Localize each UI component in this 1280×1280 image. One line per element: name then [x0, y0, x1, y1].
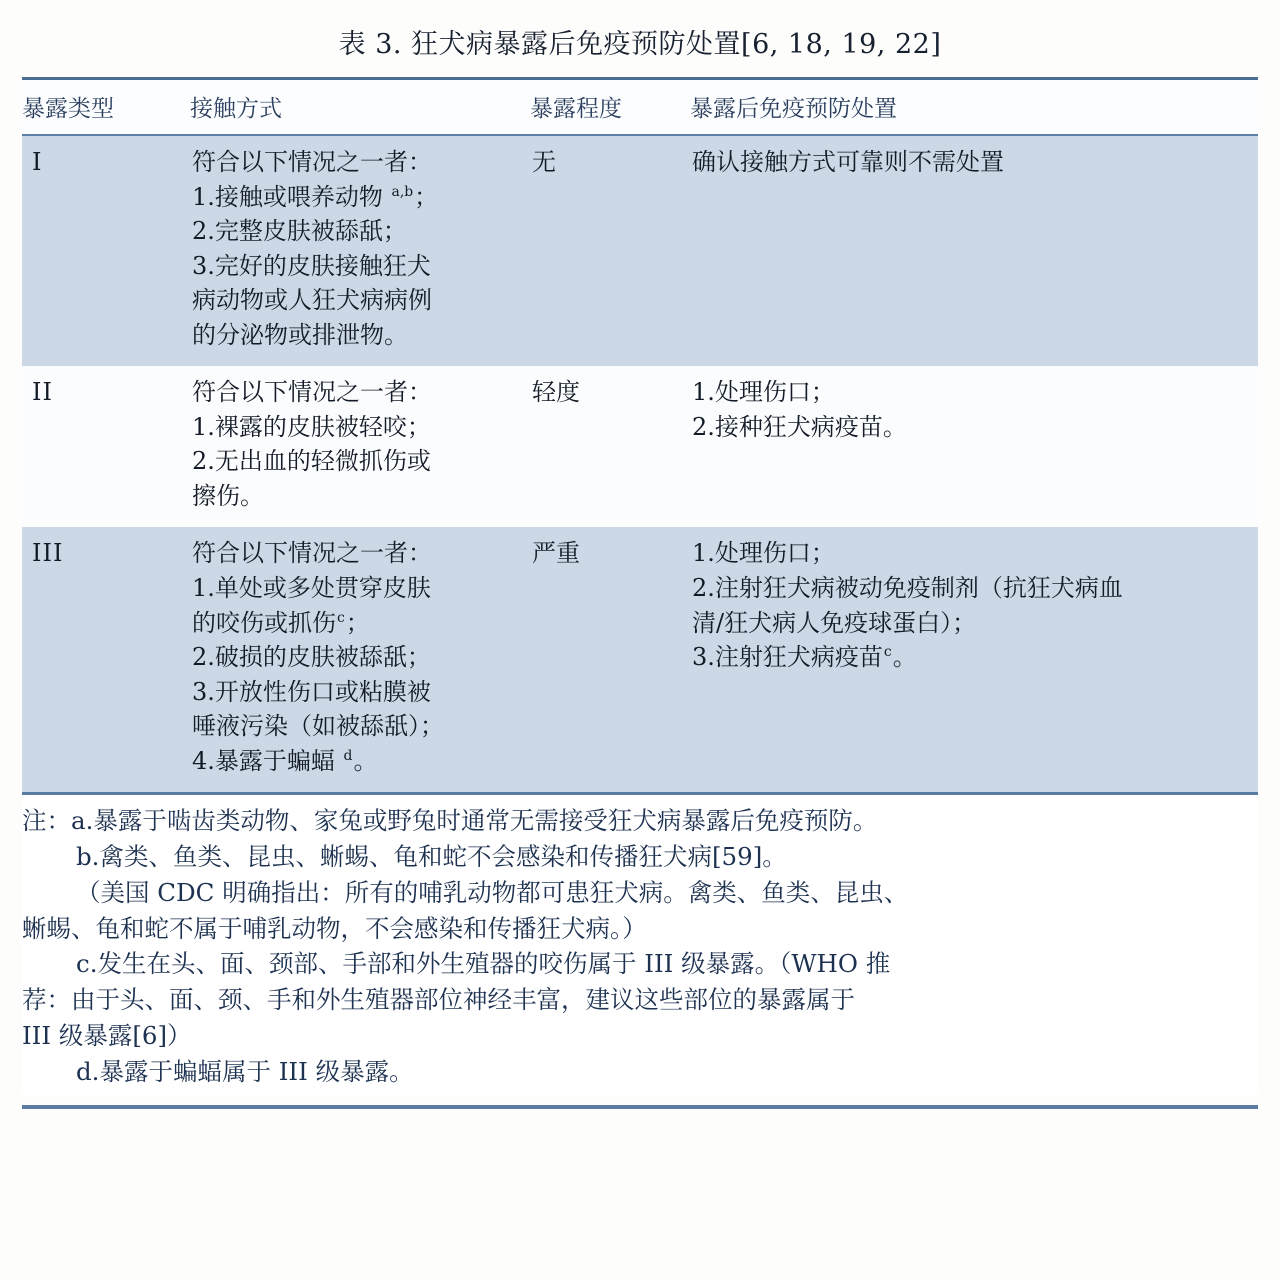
- mode-line: [192, 744, 522, 779]
- table-caption: 表 3. 狂犬病暴露后免疫预防处置[6, 18, 19, 22]: [338, 29, 942, 60]
- footnote-marker-c: c: [883, 644, 892, 661]
- mode-line: 1.单处或多处贯穿皮肤: [192, 574, 431, 603]
- mode-line: 病动物或人狂犬病病例: [192, 286, 432, 315]
- mode-line: [192, 606, 522, 641]
- cell-exposure-degree: 严重: [530, 527, 690, 792]
- header-contact-mode: 接触方式: [190, 80, 530, 135]
- mode-line-text: 的咬伤或抓伤: [192, 608, 336, 637]
- action-line: 1.处理伤口；: [692, 378, 835, 407]
- cell-contact-mode: [190, 366, 530, 527]
- footnote-a: 注：a.暴露于啮齿类动物、家兔或野兔时通常无需接受狂犬病暴露后免疫预防。: [22, 806, 878, 836]
- mode-line: 3.完好的皮肤接触狂犬: [192, 251, 431, 280]
- mode-line: 的分泌物或排泄物。: [192, 320, 408, 349]
- table-row: [22, 366, 1258, 527]
- header-exposure-degree: 暴露程度: [530, 80, 690, 135]
- mode-line: 符合以下情况之一者：: [192, 148, 432, 176]
- action-line: 清/狂犬病人免疫球蛋白）；: [692, 608, 977, 637]
- mode-line: 唾液污染（如被舔舐）；: [192, 712, 444, 741]
- rabies-exposure-table-container: [22, 77, 1258, 795]
- footnote-b-cont1: （美国 CDC 明确指出：所有的哺乳动物都可患狂犬病。禽类、鱼类、昆虫、: [76, 877, 909, 907]
- footnote-c-cont1: 荐：由于头、面、颈、手和外生殖器部位神经丰富，建议这些部位的暴露属于: [22, 985, 855, 1015]
- table-row: [22, 135, 1258, 366]
- cell-exposure-degree: 轻度: [530, 366, 690, 527]
- mode-line-tail: ；: [414, 182, 439, 211]
- action-line: 2.接种狂犬病疫苗。: [692, 412, 907, 441]
- action-line-text: 3.注射狂犬病疫苗: [692, 643, 883, 672]
- mode-line: 2.无出血的轻微抓伤或: [192, 447, 431, 476]
- header-post-exposure-action: 暴露后免疫预防处置: [690, 80, 1258, 135]
- cell-contact-mode: [190, 135, 530, 366]
- mode-line: 2.破损的皮肤被舔舐；: [192, 643, 431, 672]
- cell-exposure-degree: 无: [530, 135, 690, 366]
- mode-line: 2.完整皮肤被舔舐；: [192, 217, 407, 246]
- footnote-d: d.暴露于蝙蝠属于 III 级暴露。: [76, 1056, 414, 1086]
- action-line: 确认接触方式可靠则不需处置: [692, 148, 1004, 176]
- footnote-marker-ab: a,b: [391, 183, 414, 200]
- rabies-exposure-table: [22, 80, 1258, 792]
- mode-line: 擦伤。: [192, 481, 264, 510]
- mode-line: [192, 180, 522, 215]
- mode-line: 1.裸露的皮肤被轻咬；: [192, 412, 431, 441]
- cell-exposure-type: II: [22, 366, 190, 527]
- table-footnotes: [22, 795, 1258, 1095]
- cell-contact-mode: [190, 527, 530, 792]
- table-header: [22, 80, 1258, 135]
- mode-line: 3.开放性伤口或粘膜被: [192, 677, 431, 706]
- cell-post-exposure-action: [690, 527, 1258, 792]
- mode-line: 符合以下情况之一者：: [192, 378, 432, 407]
- table-row: [22, 527, 1258, 792]
- footnote-b-cont2: 蜥蜴、龟和蛇不属于哺乳动物，不会感染和传播狂犬病。）: [22, 913, 647, 943]
- mode-line-text: 1.接触或喂养动物: [192, 182, 391, 211]
- cell-exposure-type: I: [22, 135, 190, 366]
- cell-post-exposure-action: [690, 366, 1258, 527]
- cell-exposure-type: III: [22, 527, 190, 792]
- action-line: 2.注射狂犬病被动免疫制剂（抗狂犬病血: [692, 574, 1123, 603]
- cell-post-exposure-action: [690, 135, 1258, 366]
- header-exposure-type: 暴露类型: [22, 80, 190, 135]
- footnote-c-cont2: III 级暴露[6]）: [22, 1020, 192, 1050]
- mode-line-tail: ；: [345, 608, 370, 637]
- footnote-marker-c: c: [337, 609, 345, 626]
- mode-line: 符合以下情况之一者：: [192, 539, 432, 568]
- header-row: [22, 80, 1258, 135]
- action-line: 1.处理伤口；: [692, 539, 835, 568]
- mode-line-tail: 。: [353, 746, 378, 775]
- table-body: [22, 135, 1258, 792]
- footnote-c: c.发生在头、面、颈部、手部和外生殖器的咬伤属于 III 级暴露。（WHO 推: [76, 949, 891, 979]
- footnote-b: b.禽类、鱼类、昆虫、蜥蜴、龟和蛇不会感染和传播狂犬病[59]。: [76, 842, 787, 872]
- mode-line-text: 4.暴露于蝙蝠: [192, 746, 343, 775]
- bottom-divider: [22, 1105, 1258, 1109]
- action-line: [692, 640, 1246, 675]
- footnote-marker-d: d: [343, 747, 353, 764]
- action-line-tail: 。: [892, 643, 917, 672]
